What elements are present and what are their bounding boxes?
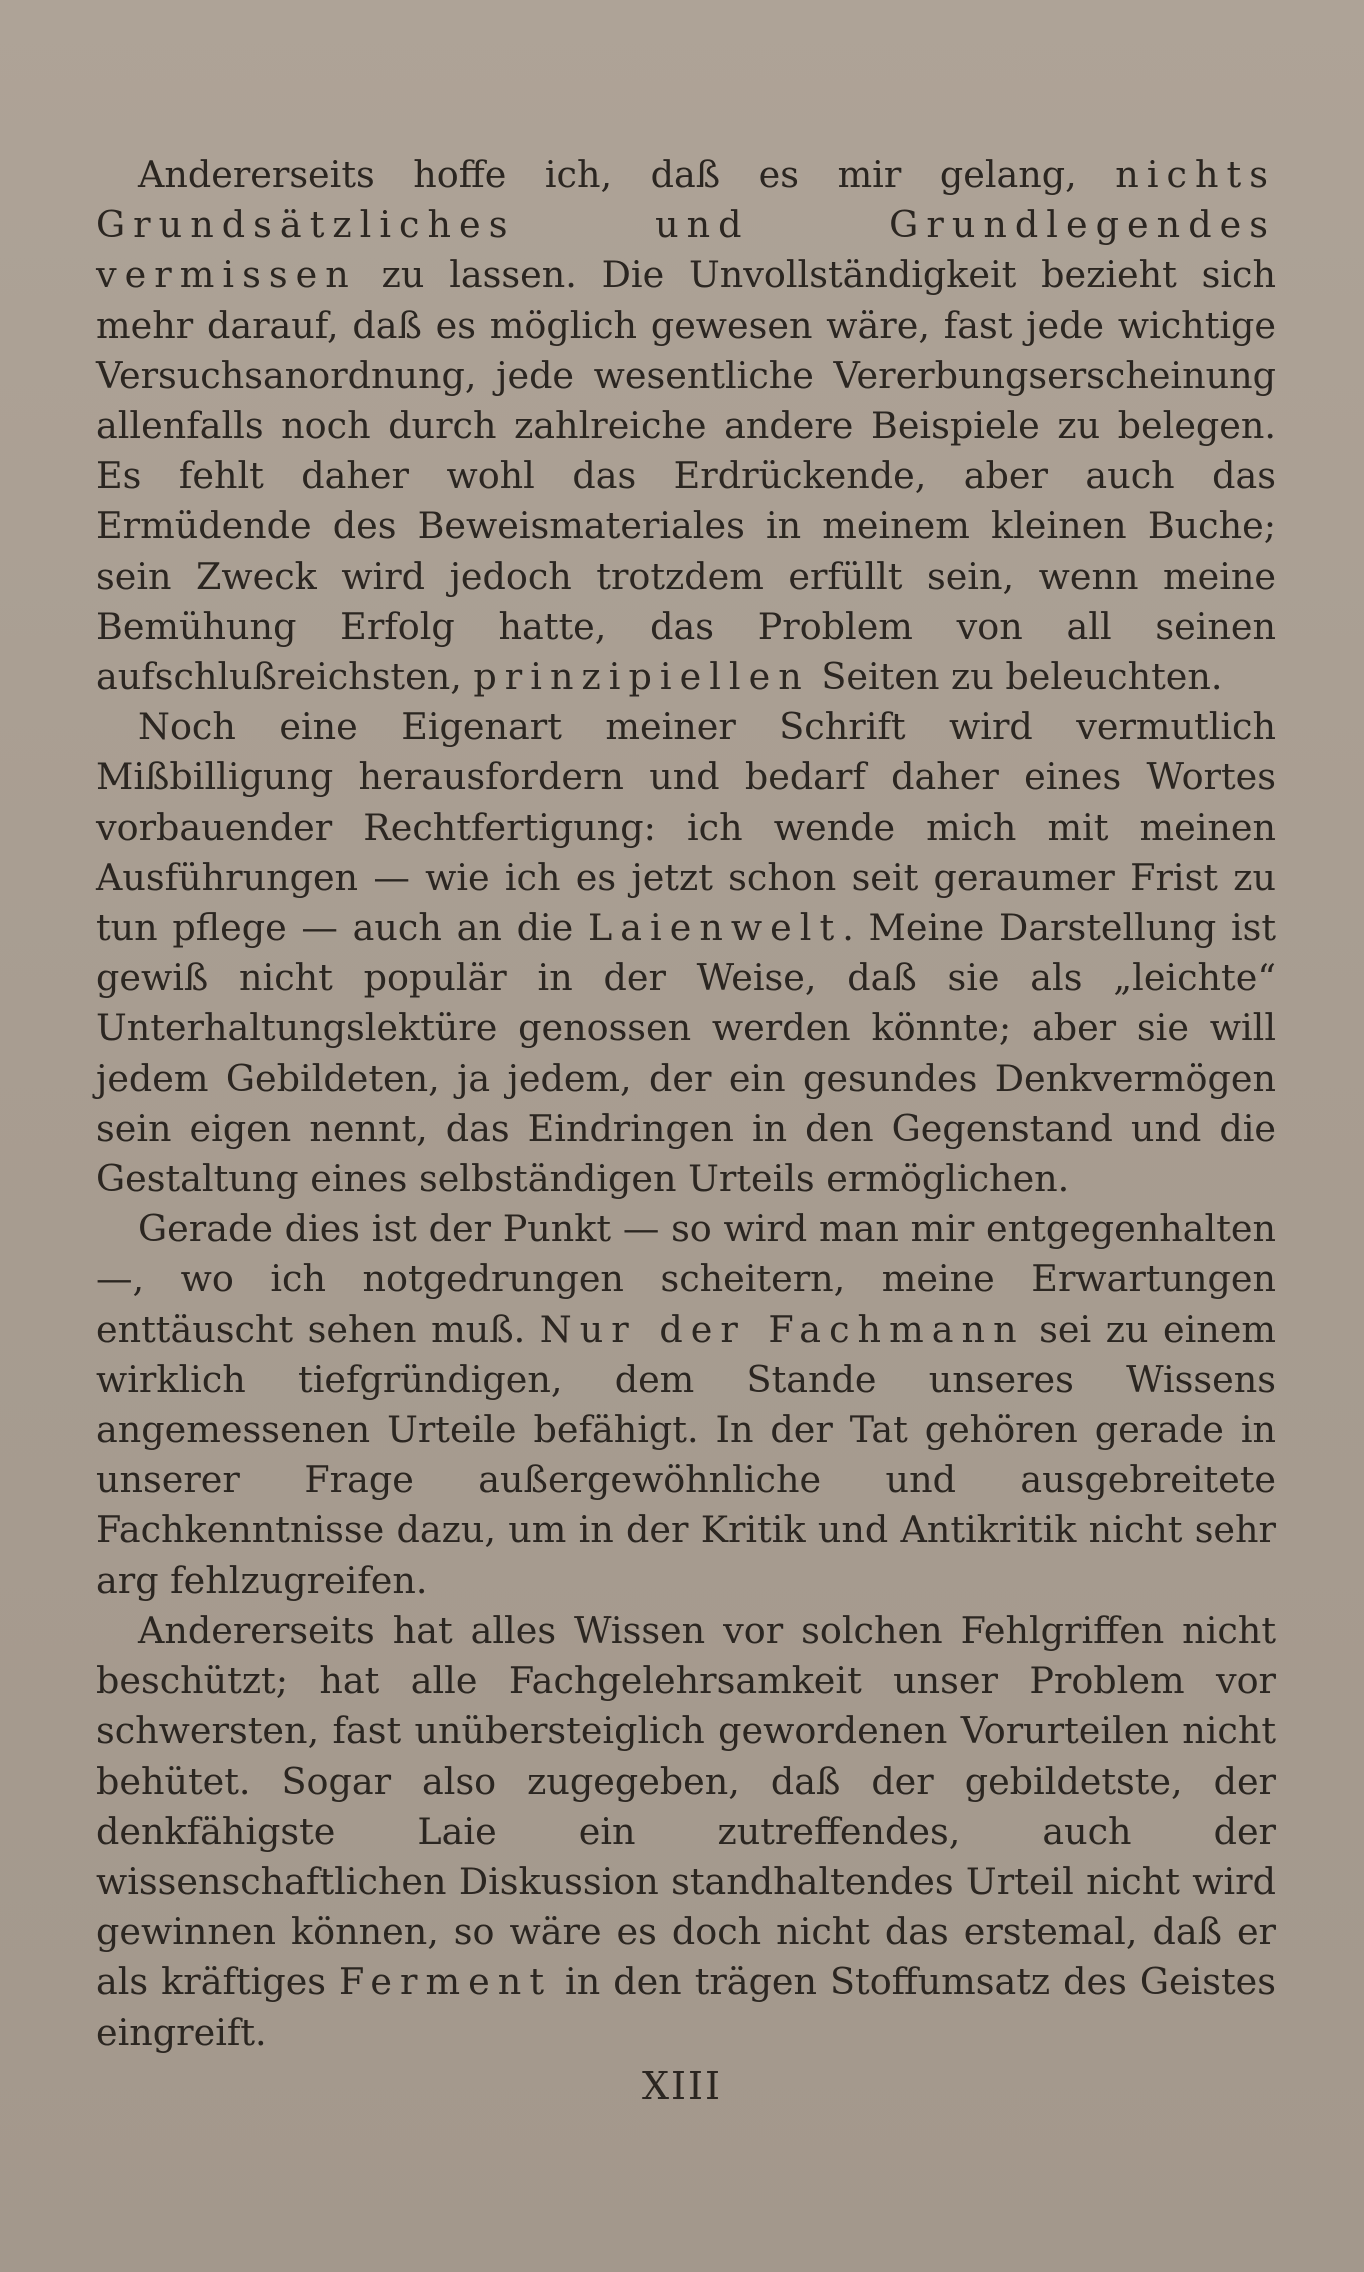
body-text: zu lassen. Die Unvollständigkeit bezieht sich mehr darauf, daß es möglich gewesen wäre, fast jede wichtige Versuchsanordnung, jede wesentliche Vererbungserscheinung allenfalls noch durch zahlreiche andere Beispiele zu belegen. Es fehlt daher wohl das Erdrückende, aber auch das Ermüdende des Beweismateriales in meinem kleinen Buche; sein Zweck wird jedoch trotzdem erfüllt sein, wenn meine Bemühung Erfolg hatte, das Problem von all seinen aufschlußreichsten,	[96, 253, 1276, 699]
paragraph-2	[96, 702, 1276, 1204]
emphasized-text: Nur der Fachmann	[539, 1307, 1025, 1351]
body-text: Andererseits hoffe ich, daß es mir gelang,	[138, 153, 1116, 196]
emphasized-text: nichts Grundsätzliches und Grundlegendes vermissen	[96, 153, 1276, 297]
body-text: sei zu einem wirklich tiefgründigen, dem Stande unseres Wissens angemessenen Urteile befähigt. In der Tat gehören gerade in unserer Frage außergewöhnliche und ausgebreitete Fachkenntnisse dazu, um in der Kritik und Antikritik nicht sehr arg fehlzugreifen.	[96, 1307, 1277, 1602]
body-text: in den trägen Stoffumsatz des Geistes eingreift.	[96, 1960, 1276, 2054]
body-text: Gerade dies ist der Punkt — so wird man mir entgegenhalten —, wo ich notgedrungen scheitern, meine Erwartungen enttäuscht sehen muß.	[96, 1207, 1276, 1351]
emphasized-text: prinzipiellen	[473, 655, 810, 699]
emphasized-text: Laienwelt	[587, 906, 843, 950]
paragraph-1	[96, 150, 1276, 702]
body-text: Noch eine Eigenart meiner Schrift wird vermutlich Mißbilligung herausfordern und bedarf daher eines Wortes vorbauender Rechtfertigung: ich wende mich mit meinen Ausführungen — wie ich es jetzt schon seit geraumer Frist zu tun pflege — auch an die	[96, 705, 1276, 950]
paragraph-4	[96, 1606, 1276, 2058]
paragraph-3	[96, 1204, 1276, 1606]
body-text: Andererseits hat alles Wissen vor solchen Fehlgriffen nicht beschützt; hat alle Fachgelehrsamkeit unser Problem vor schwersten, fast unübersteiglich gewordenen Vorurteilen nicht behütet. Sogar also zugegeben, daß der gebildetste, der denkfähigste Laie ein zutreffendes, auch der wissenschaftlichen Diskussion standhaltendes Urteil nicht wird gewinnen können, so wäre es doch nicht das erstemal, daß er als kräftiges	[96, 1608, 1276, 2004]
page-number: XIII	[641, 2064, 723, 2108]
body-text: . Meine Darstellung ist gewiß nicht populär in der Weise, daß sie als „leichte“ Unterhaltungslektüre genossen werden könnte; aber sie will jedem Gebildeten, ja jedem, der ein gesundes Denkvermögen sein eigen nennt, das Eindringen in den Gegenstand und die Gestaltung eines selbständigen Urteils ermöglichen.	[96, 906, 1277, 1201]
page-body	[96, 150, 1276, 2058]
emphasized-text: Ferment	[339, 1960, 553, 2004]
body-text: Seiten zu beleuchten.	[809, 655, 1223, 699]
